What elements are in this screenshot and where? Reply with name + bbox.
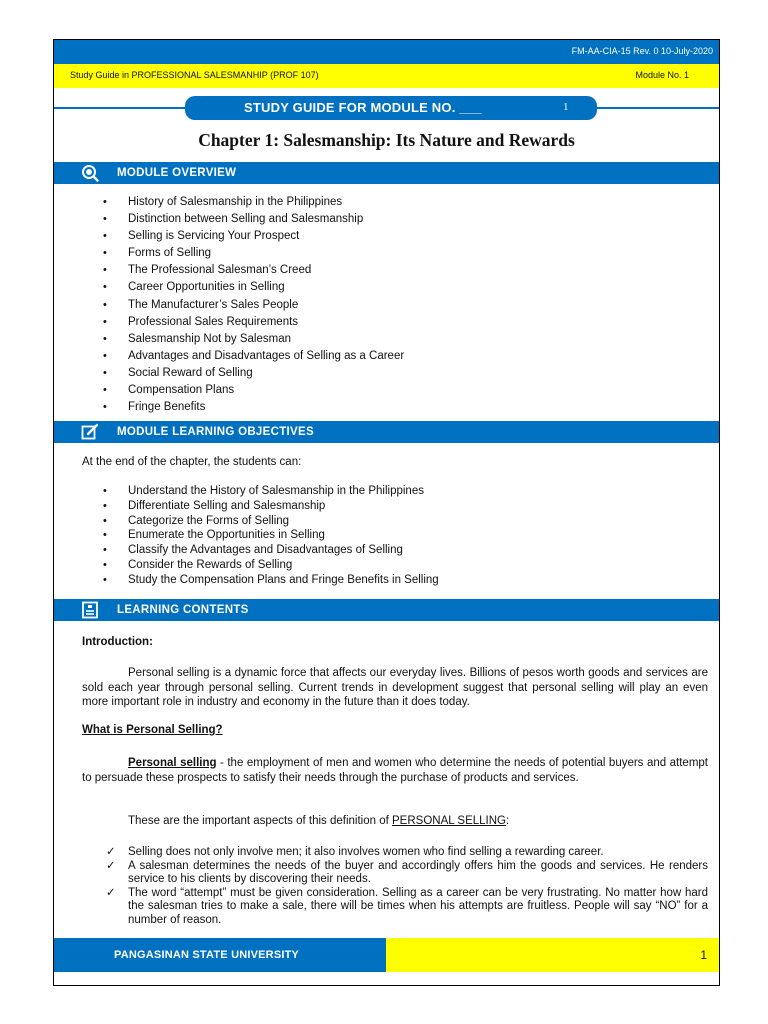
footer-university-bar — [54, 938, 386, 972]
intro-paragraph: Personal selling is a dynamic force that affects our everyday lives. Billions of pesos worth goods and services are sold each year through personal selling. Current trends in development suggest that personal selling will play an even more important role in industry and economy in the future than it does today. — [82, 667, 708, 708]
list-item: • Fringe Benefits — [54, 399, 404, 416]
what-heading — [82, 723, 708, 738]
aspects-term: PERSONAL SELLING — [392, 815, 506, 827]
list-item: • Advantages and Disadvantages of Selling as a Career — [54, 348, 404, 365]
document-icon — [81, 601, 99, 619]
objectives-title: MODULE LEARNING OBJECTIVES — [117, 426, 314, 438]
intro-heading: Introduction: — [82, 636, 153, 648]
overview-title: MODULE OVERVIEW — [117, 167, 237, 179]
list-item: • Career Opportunities in Selling — [54, 279, 404, 296]
list-item: • History of Salesmanship in the Philippines — [54, 194, 404, 211]
footer-page-bar — [386, 938, 719, 972]
module-number: Module No. 1 — [635, 70, 689, 80]
list-item: • Selling is Servicing Your Prospect — [54, 228, 404, 245]
list-item: • Categorize the Forms of Selling — [54, 514, 439, 529]
pencil-edit-icon — [81, 423, 99, 441]
footer-university: PANGASINAN STATE UNIVERSITY — [114, 949, 300, 961]
contents-header — [54, 599, 719, 621]
list-item: • Salesmanship Not by Salesman — [54, 331, 404, 348]
divider-left — [54, 107, 189, 109]
list-item: • Differentiate Selling and Salesmanship — [54, 499, 439, 514]
overview-header — [54, 162, 719, 184]
list-item: • Study the Compensation Plans and Fringe Benefits in Selling — [54, 573, 439, 588]
list-item: • Understand the History of Salesmanship in the Philippines — [54, 484, 439, 499]
aspects-paragraph — [82, 814, 708, 829]
header-bar — [54, 40, 719, 64]
checklist-item — [54, 860, 708, 887]
checklist-item — [54, 887, 708, 928]
check-icon: ✓ — [106, 859, 116, 872]
list-item: • Compensation Plans — [54, 382, 404, 399]
form-code: FM-AA-CIA-15 Rev. 0 10-July-2020 — [571, 46, 713, 56]
check-icon: ✓ — [106, 886, 116, 899]
aspects-suffix: : — [506, 815, 510, 827]
list-item: • The Professional Salesman’s Creed — [54, 262, 404, 279]
what-heading-text: What is Personal Selling? — [82, 724, 223, 736]
page-number: 1 — [700, 948, 707, 962]
definition-paragraph — [82, 756, 708, 785]
magnifier-icon — [81, 164, 99, 182]
list-item: • Distinction between Selling and Salesmanship — [54, 211, 404, 228]
checklist-text: Selling does not only involve men; it also involves women who find selling a rewarding career. — [128, 846, 604, 858]
list-item: • The Manufacturer’s Sales People — [54, 297, 404, 314]
checklist-item — [54, 846, 708, 860]
document-page — [53, 39, 720, 986]
study-guide-title: STUDY GUIDE FOR MODULE NO. ___ — [244, 100, 482, 115]
objectives-intro: At the end of the chapter, the students can: — [82, 456, 302, 468]
chapter-title: Chapter 1: Salesmanship: Its Nature and Rewards — [198, 130, 575, 150]
contents-title: LEARNING CONTENTS — [117, 604, 249, 616]
course-title: Study Guide in PROFESSIONAL SALESMANHIP (PROF 107) — [70, 70, 319, 80]
list-item: • Classify the Advantages and Disadvantages of Selling — [54, 543, 439, 558]
study-guide-banner — [185, 96, 597, 120]
checklist-text: The word “attempt” must be given consideration. Selling as a career can be very frustrating. No matter how hard the salesman tries to make a sale, there will be times when his attempts are fruitless. People will say “NO” for a number of reason. — [128, 886, 708, 926]
definition-term: Personal selling — [128, 757, 217, 769]
aspects-checklist — [54, 846, 708, 927]
course-bar — [54, 64, 719, 88]
divider-right — [594, 107, 719, 109]
list-item: • Social Reward of Selling — [54, 365, 404, 382]
check-icon: ✓ — [106, 846, 116, 858]
checklist-text: A salesman determines the needs of the buyer and accordingly offers him the goods and services. He renders service to his clients by discovering their needs. — [128, 859, 708, 885]
list-item: • Professional Sales Requirements — [54, 314, 404, 331]
list-item: • Forms of Selling — [54, 245, 404, 262]
definition-text: - the employment of men and women who determine the needs of potential buyers and attempt to persuade these prospects to satisfy their needs through the purchase of products and services. — [82, 757, 708, 784]
list-item: • Enumerate the Opportunities in Selling — [54, 528, 439, 543]
study-guide-number: 1 — [563, 101, 569, 113]
objectives-header — [54, 421, 719, 443]
aspects-prefix: These are the important aspects of this definition of — [128, 815, 393, 827]
objectives-list — [54, 484, 439, 588]
overview-list — [54, 194, 404, 416]
list-item: • Consider the Rewards of Selling — [54, 558, 439, 573]
